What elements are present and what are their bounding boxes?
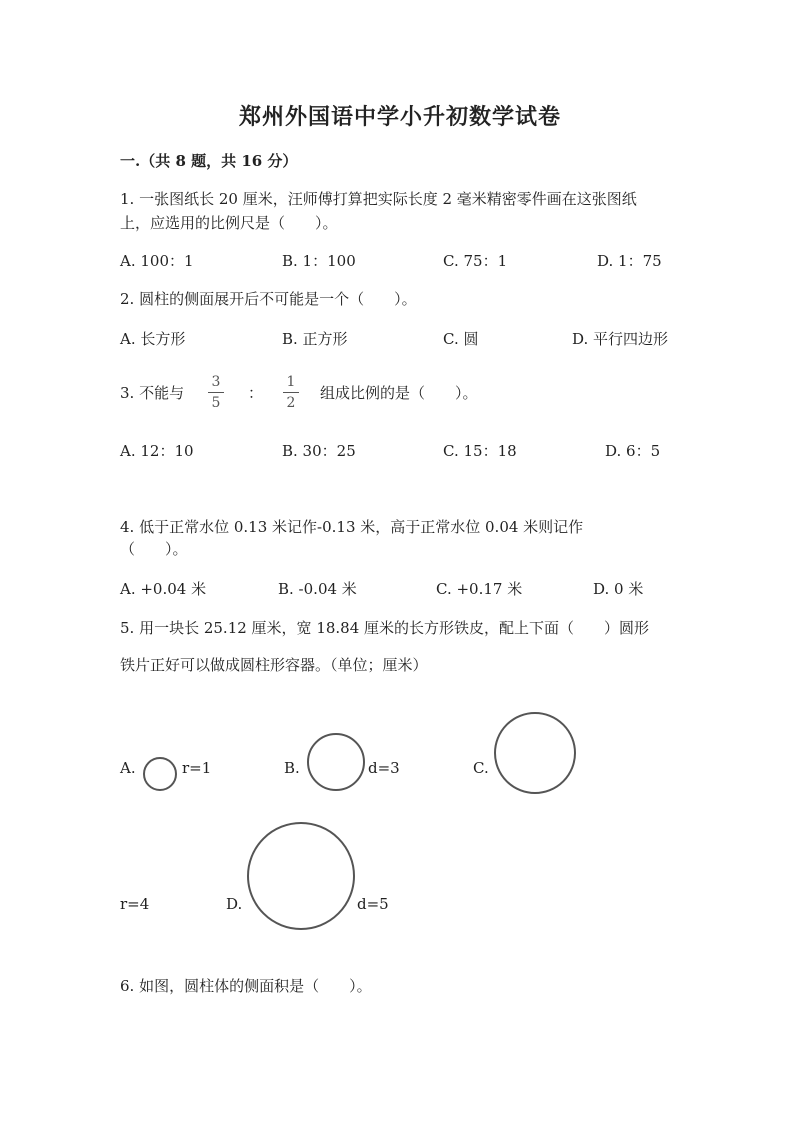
question-2-option-c[interactable]: C. 圆 <box>443 330 479 348</box>
question-2-option-d[interactable]: D. 平行四边形 <box>572 330 669 348</box>
circle-option-d <box>248 823 354 929</box>
circle-option-b <box>308 734 364 790</box>
option-b-value: d=3 <box>368 759 400 777</box>
section-heading: 一.（共 8 题，共 16 分） <box>120 152 298 170</box>
question-3-option-a[interactable]: A. 12：10 <box>120 442 194 460</box>
question-2-option-a[interactable]: A. 长方形 <box>120 330 186 348</box>
option-d-label[interactable]: D. <box>226 895 243 913</box>
question-3-option-d[interactable]: D. 6：5 <box>605 442 661 460</box>
question-3-option-b[interactable]: B. 30：25 <box>282 442 356 460</box>
option-c-label[interactable]: C. <box>473 759 489 777</box>
question-1-option-c[interactable]: C. 75：1 <box>443 252 508 270</box>
question-3-option-c[interactable]: C. 15：18 <box>443 442 517 460</box>
question-4-line-1: 4. 低于正常水位 0.13 米记作-0.13 米，高于正常水位 0.04 米则记作 <box>120 518 584 536</box>
question-4-option-d[interactable]: D. 0 米 <box>593 580 644 598</box>
option-d-value: d=5 <box>357 895 389 913</box>
question-2-text: 2. 圆柱的侧面展开后不可能是一个（ ）。 <box>120 290 417 308</box>
question-4-option-a[interactable]: A. +0.04 米 <box>120 580 207 598</box>
fraction-2-numerator: 1 <box>283 374 299 393</box>
fraction-1-denominator: 5 <box>211 395 221 411</box>
fraction-2-denominator: 2 <box>286 395 296 411</box>
exam-title: 郑州外国语中学小升初数学试卷 <box>238 104 561 130</box>
circle-option-c <box>495 713 575 793</box>
question-4-option-b[interactable]: B. -0.04 米 <box>278 580 357 598</box>
question-1-line-1: 1. 一张图纸长 20 厘米，汪师傅打算把实际长度 2 毫米精密零件画在这张图纸 <box>120 190 637 208</box>
ratio-colon: ： <box>248 384 264 402</box>
question-1-option-d[interactable]: D. 1：75 <box>597 252 662 270</box>
option-a-value: r=1 <box>182 759 212 777</box>
question-6-text: 6. 如图，圆柱体的侧面积是（ ）。 <box>120 977 372 995</box>
option-c-value: r=4 <box>120 895 150 913</box>
option-a-label[interactable]: A. <box>120 759 136 777</box>
question-4-option-c[interactable]: C. +0.17 米 <box>436 580 523 598</box>
question-1-option-a[interactable]: A. 100：1 <box>120 252 194 270</box>
fraction-1-numerator: 3 <box>208 374 224 393</box>
question-3-suffix: 组成比例的是（ ）。 <box>320 384 478 402</box>
question-2-option-b[interactable]: B. 正方形 <box>282 330 348 348</box>
question-3-prefix: 3. 不能与 <box>120 384 185 402</box>
circle-option-a <box>144 758 176 790</box>
question-5-line-2: 铁片正好可以做成圆柱形容器。（单位；厘米） <box>120 656 428 674</box>
question-1-option-b[interactable]: B. 1：100 <box>282 252 356 270</box>
question-5-line-1: 5. 用一块长 25.12 厘米，宽 18.84 厘米的长方形铁皮，配上下面（ ）圆形 <box>120 619 650 637</box>
option-b-label[interactable]: B. <box>284 759 300 777</box>
question-1-line-2: 上，应选用的比例尺是（ ）。 <box>120 214 338 232</box>
question-4-line-2: （ ）。 <box>120 540 188 558</box>
